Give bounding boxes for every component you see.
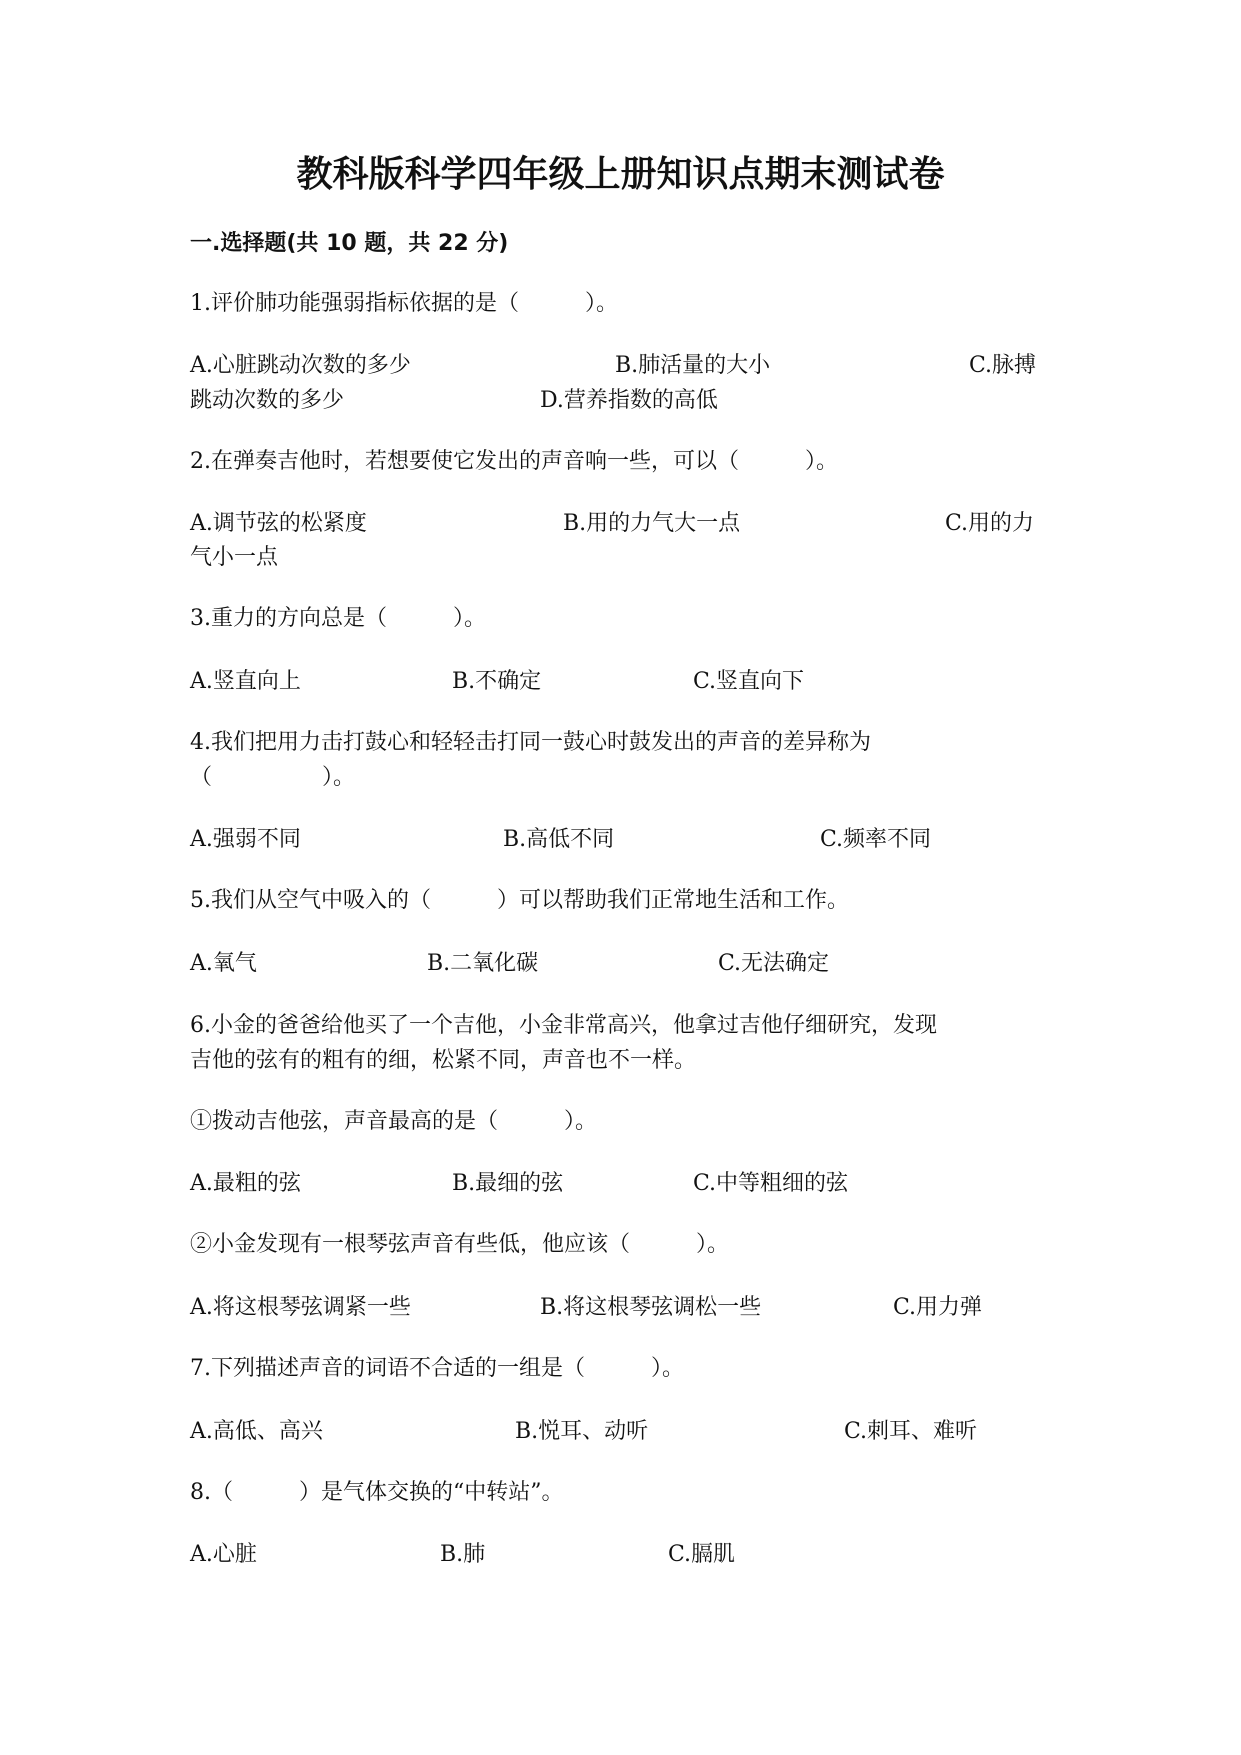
question-1-option-c-continued: 跳动次数的多少 — [190, 388, 345, 413]
question-7-option-b: B.悦耳、动听 — [515, 1419, 649, 1444]
question-5-stem: 5.我们从空气中吸入的（ ）可以帮助我们正常地生活和工作。 — [190, 888, 849, 913]
question-6-stem: 6.小金的爸爸给他买了一个吉他，小金非常高兴，他拿过吉他仔细研究，发现 — [190, 1013, 937, 1038]
question-6-sub-2-option-c: C.用力弹 — [893, 1295, 983, 1320]
question-3-stem: 3.重力的方向总是（ ）。 — [190, 606, 486, 631]
question-5-option-b: B.二氧化碳 — [427, 951, 539, 976]
question-7-option-a: A.高低、高兴 — [190, 1419, 323, 1444]
question-2-stem: 2.在弹奏吉他时，若想要使它发出的声音响一些，可以（ ）。 — [190, 449, 838, 474]
question-8-option-c: C.膈肌 — [668, 1542, 736, 1567]
question-6-sub-1-stem: ①拨动吉他弦，声音最高的是（ ）。 — [190, 1109, 598, 1134]
question-2-option-c-continued: 气小一点 — [190, 545, 279, 570]
question-8-option-b: B.肺 — [440, 1542, 486, 1567]
question-6-sub-2-option-a: A.将这根琴弦调紧一些 — [190, 1295, 411, 1320]
question-6-sub-1-option-b: B.最细的弦 — [452, 1171, 564, 1196]
question-6-sub-2-option-b: B.将这根琴弦调松一些 — [540, 1295, 762, 1320]
question-5-option-c: C.无法确定 — [718, 951, 830, 976]
page-title: 教科版科学四年级上册知识点期末测试卷 — [296, 154, 945, 195]
section-heading: 一.选择题(共 10 题，共 22 分) — [190, 231, 509, 256]
question-6-sub-2-stem: ②小金发现有一根琴弦声音有些低，他应该（ ）。 — [190, 1232, 730, 1257]
question-1-option-a: A.心脏跳动次数的多少 — [190, 353, 411, 378]
question-4-option-b: B.高低不同 — [503, 827, 615, 852]
question-4-option-c: C.频率不同 — [820, 827, 932, 852]
question-7-stem: 7.下列描述声音的词语不合适的一组是（ ）。 — [190, 1356, 684, 1381]
question-6-sub-1-option-a: A.最粗的弦 — [190, 1171, 301, 1196]
question-3-option-c: C.竖直向下 — [693, 669, 805, 694]
question-5-option-a: A.氧气 — [190, 951, 257, 976]
question-3-option-b: B.不确定 — [452, 669, 542, 694]
question-1-option-c: C.脉搏 — [969, 353, 1037, 378]
question-2-option-a: A.调节弦的松紧度 — [190, 511, 367, 536]
question-6-stem-continued: 吉他的弦有的粗有的细，松紧不同，声音也不一样。 — [190, 1048, 697, 1073]
question-4-stem: 4.我们把用力击打鼓心和轻轻击打同一鼓心时鼓发出的声音的差异称为 — [190, 730, 871, 755]
question-1-option-b: B.肺活量的大小 — [615, 353, 771, 378]
question-8-option-a: A.心脏 — [190, 1542, 257, 1567]
question-2-option-c: C.用的力 — [945, 511, 1035, 536]
question-4-stem-continued: （ ）。 — [190, 765, 356, 790]
question-8-stem: 8.（ ）是气体交换的“中转站”。 — [190, 1480, 564, 1505]
question-1-stem: 1.评价肺功能强弱指标依据的是（ ）。 — [190, 291, 618, 316]
question-7-option-c: C.刺耳、难听 — [844, 1419, 978, 1444]
question-3-option-a: A.竖直向上 — [190, 669, 301, 694]
question-1-option-d: D.营养指数的高低 — [540, 388, 718, 413]
question-6-sub-1-option-c: C.中等粗细的弦 — [693, 1171, 849, 1196]
question-4-option-a: A.强弱不同 — [190, 827, 301, 852]
question-2-option-b: B.用的力气大一点 — [563, 511, 741, 536]
